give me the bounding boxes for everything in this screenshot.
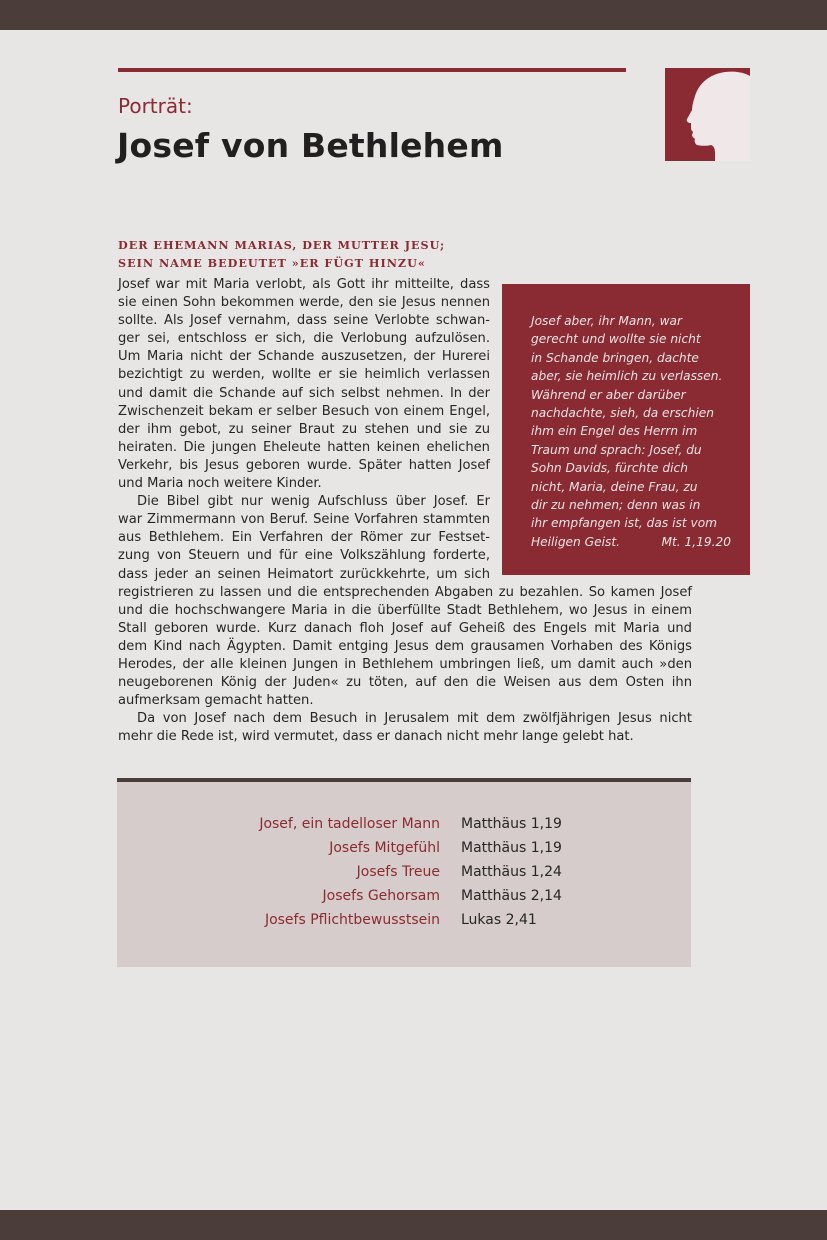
reference-row	[117, 840, 691, 864]
reference-passage: Matthäus 2,14	[461, 888, 562, 904]
reference-passage: Lukas 2,41	[461, 912, 537, 928]
portrait-kicker: Porträt:	[118, 94, 193, 118]
body-line: und Maria noch weitere Kinder.	[118, 476, 322, 492]
quote-line: nicht, Maria, deine Frau, zu	[531, 479, 698, 494]
quote-last-line	[531, 533, 731, 551]
quote-reference: Mt. 1,19.20	[661, 534, 731, 549]
body-line: und die hochschwangere Maria in die überfüllte Stadt Bethlehem, wo Jesus in einem	[118, 602, 692, 618]
body-line: Josef war mit Maria verlobt, als Gott ihr mitteilte, dass	[118, 277, 490, 292]
body-line: neugeborenen König der Juden« zu töten, auf den die Weisen aus dem Osten ihn	[118, 675, 692, 691]
quote-line: ihm ein Engel des Herrn im	[531, 424, 698, 439]
bottom-band	[0, 1210, 827, 1240]
portrait-badge	[665, 68, 750, 161]
reference-row	[117, 888, 691, 912]
quote-line: nachdachte, sieh, da erschien	[531, 406, 714, 421]
body-line: sie einen Sohn bekommen werde, den sie Jesus nennen	[118, 295, 490, 311]
quote-line: ihr empfangen ist, das ist vom	[531, 516, 718, 531]
quote-line: Traum und sprach: Josef, du	[531, 442, 702, 457]
body-line: Zwischenzeit bekam er selber Besuch von einem Engel,	[118, 403, 490, 419]
quote-line: Sohn Davids, fürchte dich	[531, 461, 688, 476]
top-band	[0, 0, 827, 30]
reference-row	[117, 912, 691, 936]
body-line: und damit die Schande auf sich selbst nehmen. In der	[118, 385, 490, 401]
body-line: aufmerksam gemacht hatten.	[118, 693, 314, 709]
body-line: war Zimmermann von Beruf. Seine Vorfahren stammten	[118, 512, 490, 528]
reference-passage: Matthäus 1,24	[461, 864, 562, 880]
subtitle-line: DER EHEMANN MARIAS, DER MUTTER JESU;	[118, 238, 446, 252]
quote-line: Heiligen Geist.	[531, 534, 620, 549]
reference-topic: Josef, ein tadelloser Mann	[259, 816, 440, 832]
body-line: Um Maria nicht der Schande auszusetzen, der Hurerei	[118, 349, 490, 365]
quote-line: Josef aber, ihr Mann, war	[531, 314, 683, 328]
reference-row	[117, 816, 691, 840]
page-title: Josef von Bethlehem	[117, 126, 504, 165]
body-line: ger sei, entschloss er sich, die Verlobung aufzulösen.	[118, 331, 490, 347]
bible-quote-box	[502, 284, 750, 575]
body-line: Stall geboren wurde. Kurz danach floh Josef auf Geheiß des Engels mit Maria und	[118, 620, 692, 636]
subtitle-line: SEIN NAME BEDEUTET »ER FÜGT HINZU«	[118, 256, 426, 270]
quote-line: aber, sie heimlich zu verlassen.	[531, 369, 723, 384]
body-line: Da von Josef nach dem Besuch in Jerusalem mit dem zwölfjährigen Jesus nicht	[137, 711, 692, 727]
body-line: registrieren zu lassen und die entsprechenden Abgaben zu bezahlen. So kamen Josef	[118, 584, 692, 600]
reference-topic: Josefs Pflichtbewusstsein	[264, 912, 440, 928]
body-line: dem Kind nach Ägypten. Damit entging Jesus dem grausamen Vorhaben des Königs	[118, 638, 692, 654]
quote-line: dir zu nehmen; denn was in	[531, 498, 701, 513]
quote-line: gerecht und wollte sie nicht	[531, 332, 701, 347]
reference-passage: Matthäus 1,19	[461, 840, 562, 856]
body-line: mehr die Rede ist, wird vermutet, dass er danach nicht mehr lange gelebt hat.	[118, 729, 634, 745]
reference-box	[117, 782, 691, 967]
body-line: Herodes, der alle kleinen Jungen in Bethlehem umbringen ließ, um damit auch »den	[118, 656, 692, 672]
head-silhouette-icon	[665, 68, 750, 161]
body-line: der ihm gebot, zu seiner Braut zu stehen und sie zu	[118, 421, 490, 437]
body-line: heiraten. Die jungen Eheleute hatten keinen ehelichen	[118, 439, 490, 455]
reference-topic: Josefs Gehorsam	[322, 888, 440, 904]
subtitle	[118, 236, 445, 272]
quote-line: in Schande bringen, dachte	[531, 350, 699, 365]
bible-quote	[531, 312, 731, 551]
body-line: Verkehr, bis Jesus geboren wurde. Später hatten Josef	[118, 457, 490, 473]
body-line: aus Bethlehem. Ein Verfahren der Römer zur Festset-	[118, 530, 490, 546]
body-line: sollte. Als Josef vernahm, dass seine Verlobte schwan-	[118, 313, 490, 329]
reference-topic: Josefs Mitgefühl	[329, 840, 440, 856]
reference-passage: Matthäus 1,19	[461, 816, 562, 832]
reference-topic: Josefs Treue	[356, 864, 440, 880]
body-line: Die Bibel gibt nur wenig Aufschluss über Josef. Er	[137, 494, 490, 510]
body-line: zung von Steuern und für eine Volkszählung forderte,	[118, 548, 490, 564]
quote-line: Während er aber darüber	[531, 387, 686, 402]
reference-row	[117, 864, 691, 888]
body-line: bezichtigt zu werden, wollte er sie heimlich verlassen	[118, 367, 490, 383]
title-rule	[118, 68, 626, 72]
body-line: dass jeder an seinen Heimatort zurückkehrte, um sich	[118, 566, 490, 582]
